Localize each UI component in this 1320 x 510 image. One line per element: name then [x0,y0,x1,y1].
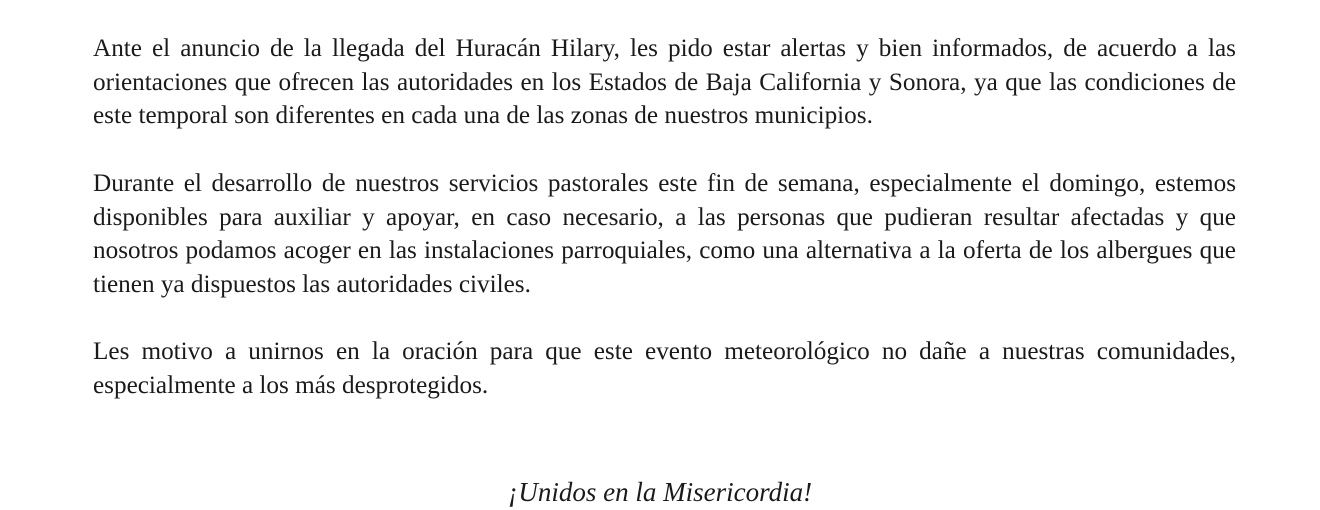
paragraph-prayer-call: Les motivo a unirnos en la oración para que este evento meteorológico no dañe a nuestras comunidades, especialmente a los más desprotegidos. [93,338,1236,399]
closing-motto: ¡Unidos en la Misericordia! [507,477,813,507]
paragraph-pastoral-services: Durante el desarrollo de nuestros servicios pastorales este fin de semana, especialmente el domingo, estemos disponibles para auxiliar y apoyar, en caso necesario, a las personas que pudieran resultar afectadas y que nosotros podamos acoger en las instalaciones parroquiales, como una alternativa a la oferta de los albergues que tienen ya dispuestos las autoridades civiles. [93,170,1236,298]
paragraph-hurricane-alert: Ante el anuncio de la llegada del Huracán Hilary, les pido estar alertas y bien informados, de acuerdo a las orientaciones que ofrecen las autoridades en los Estados de Baja California y Sonora, ya que las condiciones de este temporal son diferentes en cada una de las zonas de nuestros municipios. [93,35,1236,130]
